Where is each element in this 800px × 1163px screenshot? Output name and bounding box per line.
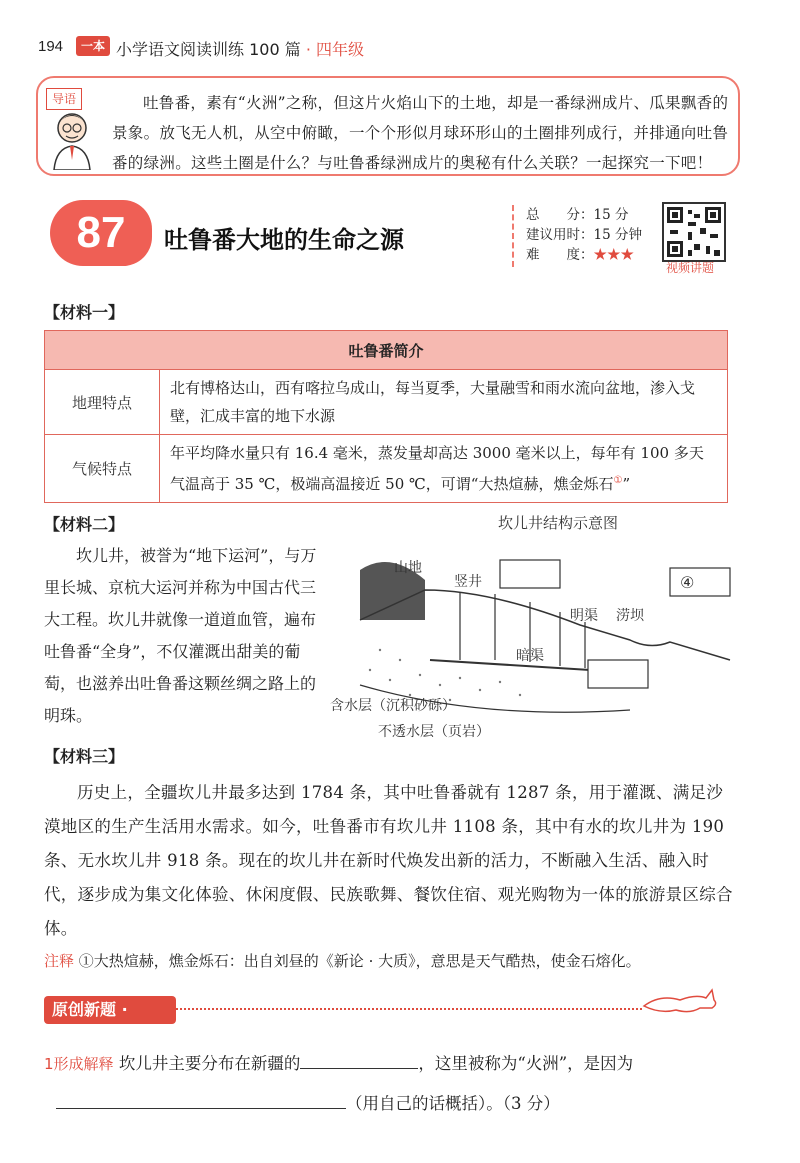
label-hidden-channel: 暗渠	[516, 648, 544, 664]
series-separator: ·	[305, 40, 311, 59]
label-dam: 涝坝	[616, 608, 644, 624]
cat-icon	[640, 984, 720, 1020]
page-number: 194	[38, 38, 64, 55]
grade-label: 四年级	[316, 40, 365, 59]
blank-box-4	[670, 568, 730, 596]
diagram-title: 坎儿井结构示意图	[498, 514, 619, 532]
label-impermeable: 不透水层（页岩）	[378, 724, 490, 740]
lesson-title: 吐鲁番大地的生命之源	[164, 226, 404, 254]
row-label: 气候特点	[45, 435, 160, 503]
material1-label: 【材料一】	[44, 303, 125, 322]
question-1	[44, 1044, 744, 1124]
material2-label: 【材料二】	[44, 515, 125, 534]
difficulty-label: 难 度：	[526, 247, 594, 263]
question-number: 1	[44, 1055, 54, 1073]
label-open-channel: 明渠	[570, 608, 598, 624]
table-row	[45, 435, 728, 503]
intro-table	[44, 330, 728, 503]
new-questions-badge: 原创新题 ·	[44, 996, 176, 1024]
label-box4: ④	[680, 573, 695, 592]
material3-paragraph: 历史上，全疆坎儿井最多达到 1784 条，其中吐鲁番就有 1287 条，用于灌溉、满足沙漠地区的生产生活用水需求。如今，吐鲁番市有坎儿井 1108 条，其中有水的坎儿井为 190 条、无水坎儿井 918 条。现在的坎儿井在新时代焕发出新的活力，不断融入生活、融入时代，逐步成为集文化体验、休闲度假、民族歌舞、餐饮住宿、观光购物为一体的旅游景区综合体。	[44, 783, 733, 938]
lesson-number: 87	[50, 200, 152, 266]
qr-caption[interactable]: 视频讲题	[666, 261, 715, 275]
qr-code-icon[interactable]	[662, 202, 726, 262]
question-text-3: （用自己的话概括）。（3 分）	[346, 1094, 560, 1113]
karez-diagram	[330, 510, 740, 746]
row-content	[160, 435, 728, 503]
label-shaft: 竖井	[454, 574, 482, 590]
difficulty-stars: ★★★	[593, 247, 634, 263]
label-aquifer: 含水层（沉积砂砾）	[330, 698, 456, 714]
answer-blank-1[interactable]	[300, 1048, 418, 1069]
intro-paragraph: 吐鲁番，素有“火洲”之称，但这片火焰山下的土地，却是一番绿洲成片、瓜果飘香的景象。放飞无人机，从空中俯瞰，一个个形似月球环形山的土圈排列成行，并排通向吐鲁番的绿洲。这些土圈是什么？与吐鲁番绿洲成片的奥秘有什么关联？一起探究一下吧！	[112, 94, 729, 172]
blank-box-3	[588, 660, 648, 688]
material3-label: 【材料三】	[44, 747, 125, 766]
total-score-label: 总 分：	[526, 207, 594, 223]
question-type: 形成解释	[53, 1055, 114, 1073]
brand-badge: 一本	[76, 36, 110, 56]
dotted-divider	[172, 1008, 642, 1010]
guide-flag: 导语	[46, 88, 82, 110]
question-text-1: 坎儿井主要分布在新疆的	[118, 1054, 301, 1073]
closing-quote: ”	[622, 475, 631, 493]
time-label: 建议用时：	[526, 227, 594, 243]
footnote-mark: ①	[613, 475, 623, 486]
row-content-text: 年平均降水量只有 16.4 毫米，蒸发量却高达 3000 毫米以上，每年有 100 多天气温高于 35 ℃，极端高温接近 50 ℃，可谓“大热煊赫，燋金烁石	[170, 444, 704, 493]
time-value: 15 分钟	[593, 227, 642, 243]
material2-paragraph: 坎儿井，被誉为“地下运河”，与万里长城、京杭大运河并称为中国古代三大工程。坎儿井就像一道道血管，遍布吐鲁番“全身”，不仅灌溉出甜美的葡萄，也滋养出吐鲁番这颗丝绸之路上的明珠。	[44, 546, 317, 725]
material3-text	[44, 776, 734, 946]
question-text-2: ，这里被称为“火洲”，是因为	[418, 1054, 634, 1073]
material2-text	[44, 540, 328, 732]
note	[44, 950, 641, 971]
note-label: 注释	[44, 952, 75, 970]
answer-blank-2[interactable]	[56, 1088, 346, 1109]
total-score-value: 15 分	[593, 207, 629, 223]
row-label: 地理特点	[45, 370, 160, 435]
teacher-illustration-icon	[44, 100, 100, 170]
table-title: 吐鲁番简介	[45, 331, 728, 370]
row-content: 北有博格达山，西有喀拉乌成山，每当夏季，大量融雪和雨水流向盆地，渗入戈壁，汇成丰富的地下水源	[160, 370, 728, 435]
lesson-meta	[512, 205, 666, 267]
series-name: 小学语文阅读训练 100 篇	[116, 40, 301, 59]
note-text: ①大热煊赫，燋金烁石：出自刘昼的《新论 · 大质》，意思是天气酷热，使金石熔化。	[78, 952, 641, 970]
intro-text	[112, 88, 732, 178]
blank-box-1	[500, 560, 560, 588]
label-mountain: 山地	[394, 560, 422, 576]
table-row	[45, 370, 728, 435]
series-title	[116, 37, 364, 60]
